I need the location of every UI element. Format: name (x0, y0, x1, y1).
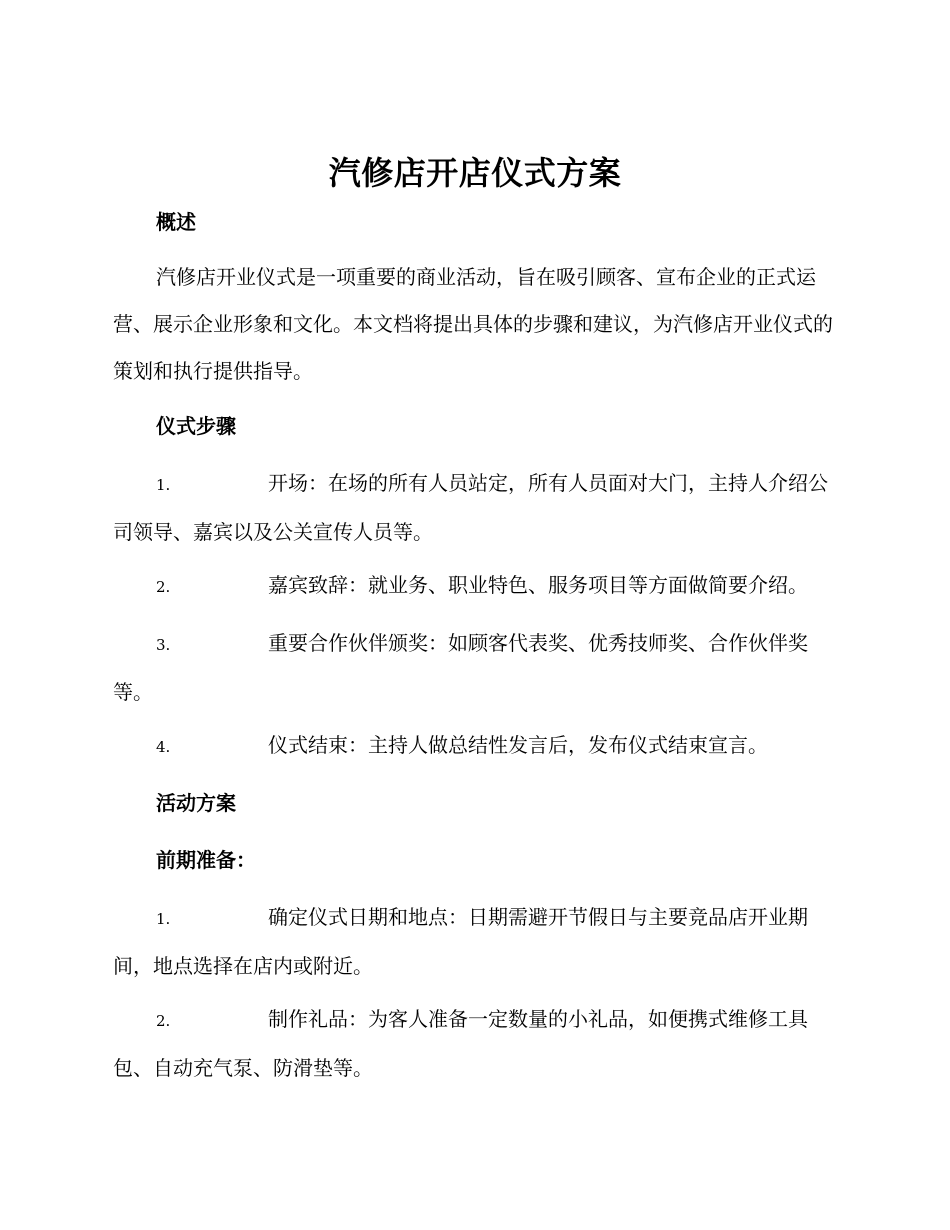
list-item-number: 2. (156, 1012, 171, 1030)
list-item (113, 894, 835, 990)
list-item (113, 562, 835, 611)
subsection-heading-preparation: 前期准备： (156, 848, 256, 872)
list-item (113, 996, 835, 1092)
list-item-text: 嘉宾致辞：就业务、职业特色、服务项目等方面做简要介绍。 (268, 573, 808, 597)
list-item (113, 620, 835, 716)
list-item-number: 2. (156, 578, 171, 596)
list-item-text: 开场：在场的所有人员站定，所有人员面对大门，主持人介绍公司领导、嘉宾以及公关宣传人员等。 (113, 471, 828, 544)
section-heading-plan: 活动方案 (156, 791, 236, 815)
list-item-text: 重要合作伙伴颁奖：如顾客代表奖、优秀技师奖、合作伙伴奖等。 (113, 631, 808, 704)
list-item (113, 460, 835, 556)
list-item-text: 制作礼品：为客人准备一定数量的小礼品，如便携式维修工具包、自动充气泵、防滑垫等。 (113, 1007, 808, 1080)
document-title: 汽修店开店仪式方案 (328, 154, 622, 192)
section-heading-steps: 仪式步骤 (156, 414, 236, 438)
list-item (113, 722, 835, 771)
list-item-text: 确定仪式日期和地点：日期需避开节假日与主要竞品店开业期间，地点选择在店内或附近。 (113, 905, 808, 978)
list-item-number: 1. (156, 910, 171, 928)
list-item-number: 1. (156, 476, 171, 494)
overview-paragraph: 汽修店开业仪式是一项重要的商业活动，旨在吸引顾客、宣布企业的正式运营、展示企业形象和文化。本文档将提出具体的步骤和建议，为汽修店开业仪式的策划和执行提供指导。 (113, 265, 833, 383)
list-item-number: 3. (156, 636, 171, 654)
section-heading-overview: 概述 (156, 210, 196, 234)
list-item-number: 4. (156, 738, 171, 756)
list-item-text: 仪式结束：主持人做总结性发言后，发布仪式结束宣言。 (268, 733, 768, 757)
